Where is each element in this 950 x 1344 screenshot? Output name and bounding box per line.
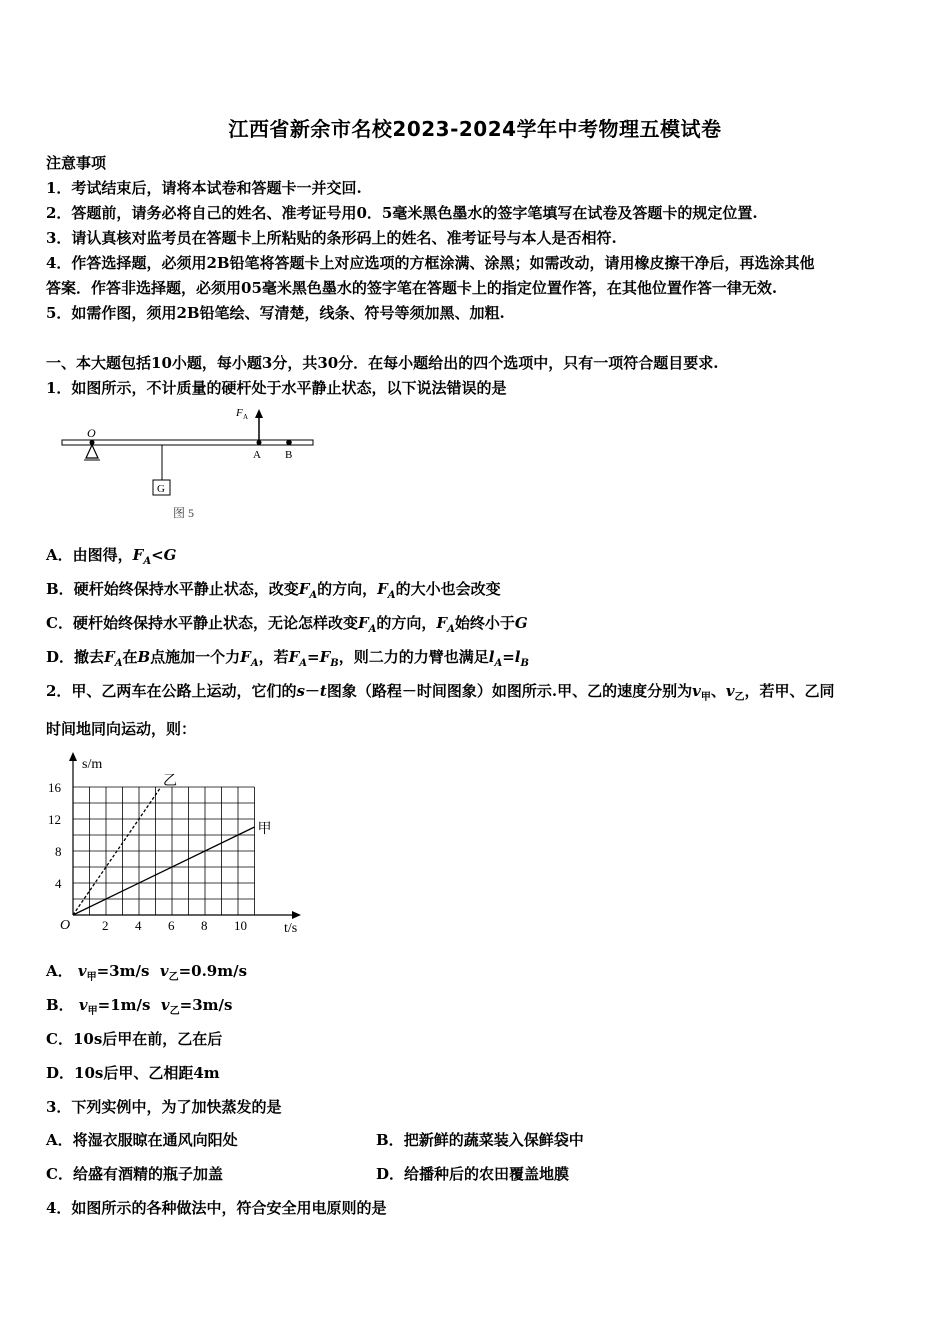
question-2-stem-cont: 时间地同向运动，则： — [46, 720, 197, 738]
chart-grid — [73, 787, 255, 915]
label-O: O — [87, 426, 96, 440]
q3-option-b: B．把新鲜的蔬菜装入保鲜袋中 — [376, 1131, 584, 1149]
series-label-jia: 甲 — [257, 822, 272, 837]
x-tick-label: 8 — [201, 918, 208, 933]
page-title: 江西省新余市名校2023-2024学年中考物理五模试卷 — [228, 117, 722, 141]
q2-option-a: A． $v_甲=3m/s$ $v_乙=0.9m/s$ — [46, 962, 248, 983]
x-axis-arrow — [292, 911, 301, 919]
q1-option-c: C．硬杆始终保持水平静止状态，无论怎样改变$F_A$的方向，$F_A$始终小于G — [46, 614, 528, 635]
origin-label: O — [60, 918, 71, 933]
question-2-stem: 2．甲、乙两车在公路上运动，它们的s－t图象（路程－时间图象）如图所示.甲、乙的速度分别为$v_甲$、$v_乙$，若甲、乙同 — [46, 682, 835, 703]
point-B — [286, 440, 292, 446]
y-tick-label: 12 — [48, 812, 61, 827]
question-4-stem: 4．如图所示的各种做法中，符合安全用电原则的是 — [46, 1199, 387, 1217]
y-tick-label: 16 — [48, 780, 61, 795]
q2-option-d: D．10s后甲、乙相距4m — [46, 1064, 220, 1082]
question-3-stem: 3．下列实例中，为了加快蒸发的是 — [46, 1098, 282, 1116]
figure-caption: 图 5 — [173, 506, 195, 520]
notice-item: 答案．作答非选择题，必须用05毫米黑色墨水的签字笔在答题卡上的指定位置作答，在其他位置作答一律无效. — [46, 279, 778, 297]
q1-option-a: A．由图得，$F_A<G$ — [46, 546, 177, 567]
section-heading: 一、本大题包括10小题，每小题3分，共30分．在每小题给出的四个选项中，只有一项符合题目要求. — [46, 354, 719, 372]
y-axis-label: s/m — [82, 757, 103, 772]
notice-item: 3．请认真核对监考员在答题卡上所粘贴的条形码上的姓名、准考证号与本人是否相符. — [46, 229, 617, 247]
point-A — [257, 440, 262, 445]
notice-item: 5．如需作图，须用2B铅笔绘、写清楚，线条、符号等须加黑、加粗. — [46, 304, 505, 322]
series-label-yi: 乙 — [162, 774, 177, 789]
x-tick-label: 6 — [168, 918, 175, 933]
notice-item: 2．答题前，请务必将自己的姓名、准考证号用0．5毫米黑色墨水的签字笔填写在试卷及答题卡的规定位置. — [46, 204, 758, 222]
notice-heading: 注意事项 — [46, 154, 107, 172]
q3-option-c: C．给盛有酒精的瓶子加盖 — [46, 1165, 223, 1183]
label-B: B — [285, 449, 293, 461]
q1-option-b: B．硬杆始终保持水平静止状态，改变$F_A$的方向，$F_A$的大小也会改变 — [46, 580, 501, 601]
series-line-jia — [73, 827, 255, 915]
y-tick-label: 4 — [55, 876, 62, 891]
label-A: A — [253, 449, 261, 461]
question-1-stem: 1．如图所示，不计质量的硬杆处于水平静止状态，以下说法错误的是 — [46, 379, 507, 397]
q1-option-d: D．撤去$F_A$在B点施加一个力$F_A$，若$F_A=F_B$，则二力的力臂也满足$l_A=l_B$ — [46, 648, 529, 669]
label-FA-sub: A — [243, 413, 249, 421]
notice-item: 4．作答选择题，必须用2B铅笔将答题卡上对应选项的方框涂满、涂黑；如需改动，请用橡皮擦干净后，再选涂其他 — [46, 254, 815, 272]
label-G: G — [157, 483, 165, 495]
lever-bar — [62, 440, 313, 445]
y-axis-arrow — [69, 752, 77, 761]
x-tick-label: 2 — [102, 918, 109, 933]
q2-option-c: C．10s后甲在前，乙在后 — [46, 1030, 223, 1048]
s-t-graph — [45, 748, 320, 943]
label-FA: F — [236, 407, 243, 419]
y-tick-label: 8 — [55, 844, 62, 859]
q3-option-a: A．将湿衣服晾在通风向阳处 — [46, 1131, 238, 1149]
x-tick-label: 10 — [234, 918, 247, 933]
q3-option-d: D．给播种后的农田覆盖地膜 — [376, 1165, 570, 1183]
x-axis-label: t/s — [284, 921, 298, 936]
x-tick-label: 4 — [135, 918, 142, 933]
fulcrum-triangle — [86, 445, 98, 458]
lever-figure — [55, 400, 325, 525]
notice-item: 1．考试结束后，请将本试卷和答题卡一并交回. — [46, 179, 362, 197]
q2-option-b: B． $v_甲=1m/s$ $v_乙=3m/s$ — [46, 996, 233, 1017]
